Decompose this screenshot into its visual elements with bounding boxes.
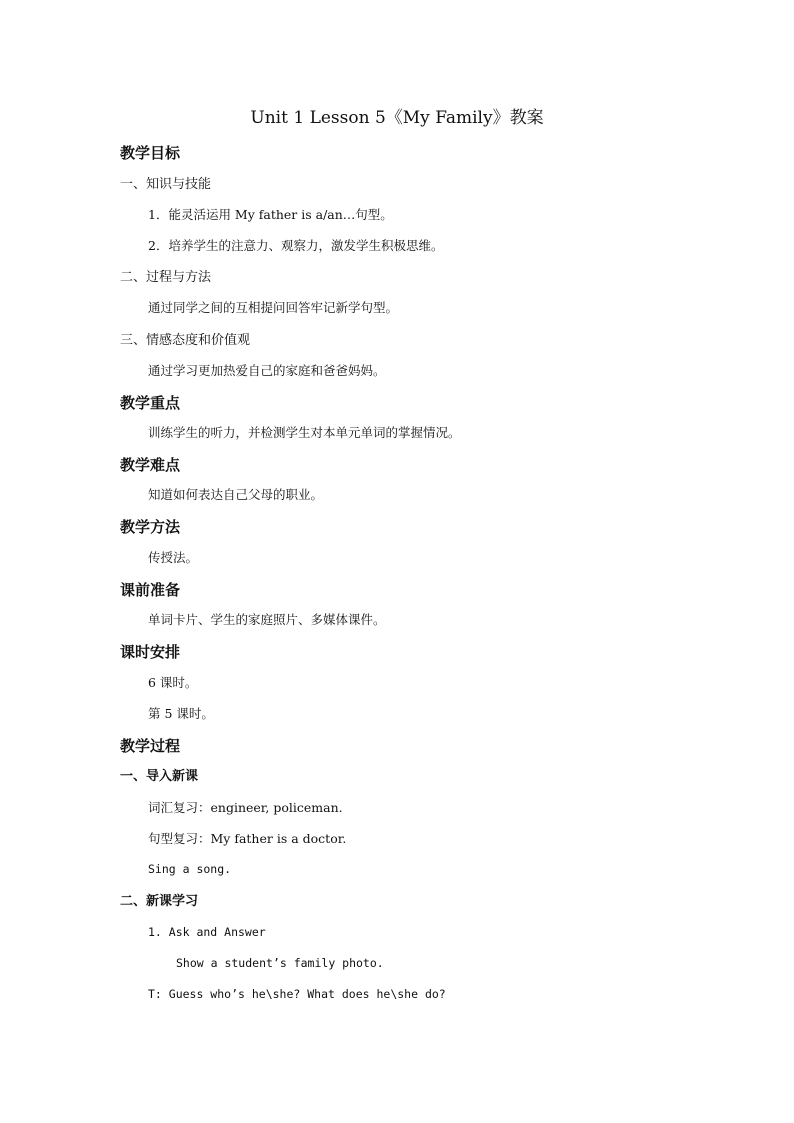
lead-in-vocab: 词汇复习：engineer, policeman.	[148, 800, 343, 815]
knowledge-heading: 一、知识与技能	[120, 177, 212, 192]
schedule-heading: 课时安排	[120, 643, 181, 661]
objectives-heading: 教学目标	[120, 144, 181, 162]
lead-in-sentence: 句型复习：My father is a doctor.	[148, 831, 347, 846]
schedule-text-1: 6 课时。	[148, 675, 198, 690]
document-title: Unit 1 Lesson 5《My Family》教案	[250, 108, 544, 128]
new-lesson-heading: 二、新课学习	[120, 894, 199, 909]
key-points-heading: 教学重点	[120, 394, 181, 412]
knowledge-item-1: 1．能灵活运用 My father is a/an…句型。	[148, 207, 393, 222]
teaching-process-heading: 教学过程	[120, 737, 181, 755]
new-lesson-item-1: 1. Ask and Answer	[148, 925, 266, 939]
lead-in-heading: 一、导入新课	[120, 769, 199, 784]
process-method-text: 通过同学之间的互相提问回答牢记新学句型。	[148, 300, 399, 315]
lead-in-song: Sing a song.	[148, 862, 232, 876]
difficult-points-heading: 教学难点	[120, 456, 181, 474]
emotion-heading: 三、情感态度和价值观	[120, 333, 251, 348]
new-lesson-item-1-detail: Show a student’s family photo.	[176, 956, 384, 970]
key-points-text: 训练学生的听力，并检测学生对本单元单词的掌握情况。	[148, 425, 461, 440]
new-lesson-teacher-line: T: Guess who’s he\she? What does he\she do?	[148, 987, 446, 1001]
preparation-text: 单词卡片、学生的家庭照片、多媒体课件。	[148, 612, 386, 627]
difficult-points-text: 知道如何表达自己父母的职业。	[148, 487, 324, 502]
schedule-text-2: 第 5 课时。	[148, 706, 214, 721]
knowledge-item-2: 2．培养学生的注意力、观察力，激发学生积极思维。	[148, 238, 444, 253]
process-method-heading: 二、过程与方法	[120, 270, 212, 285]
method-heading: 教学方法	[120, 518, 181, 536]
preparation-heading: 课前准备	[120, 581, 181, 599]
method-text: 传授法。	[148, 550, 199, 565]
emotion-text: 通过学习更加热爱自己的家庭和爸爸妈妈。	[148, 363, 386, 378]
